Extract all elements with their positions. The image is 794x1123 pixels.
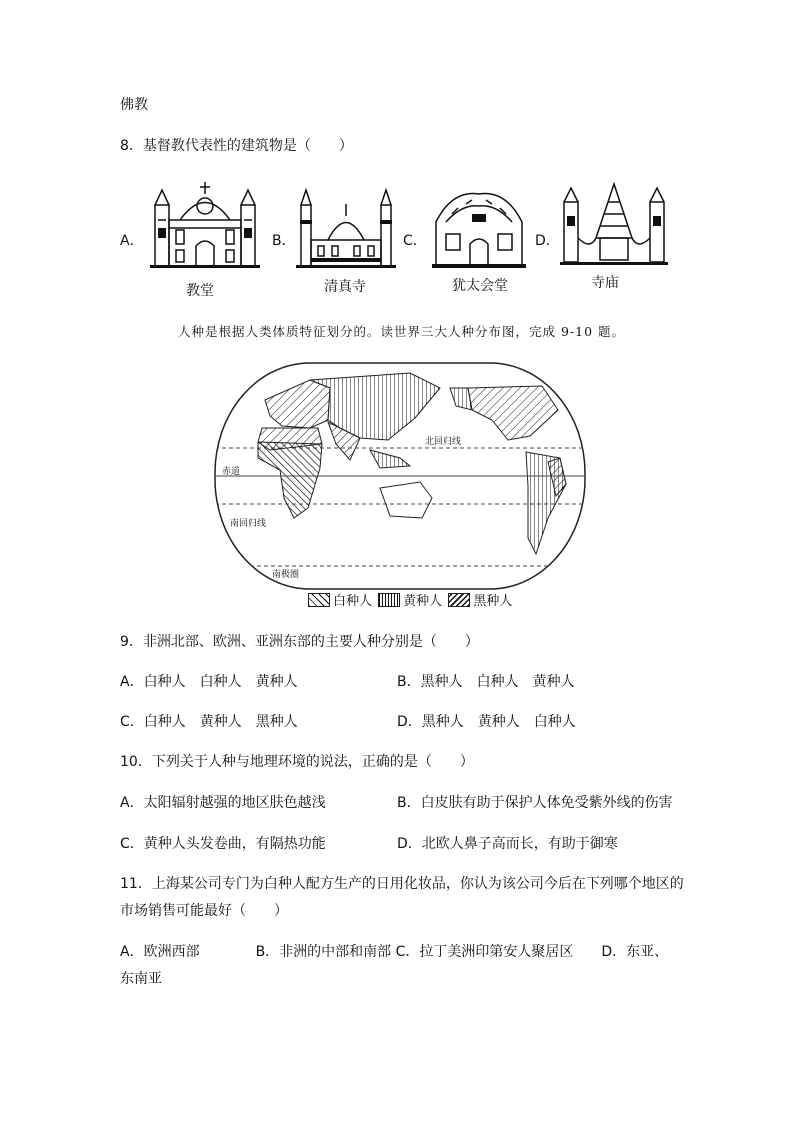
question-10-stem: 10．下列关于人种与地理环境的说法，正确的是（ ） <box>120 754 474 770</box>
q10-option-b: B．白皮肤有助于保护人体免受紫外线的伤害 <box>397 795 673 811</box>
temple-illustration <box>560 180 668 266</box>
q8-option-d-caption: 寺庙 <box>591 275 619 291</box>
q8-option-b-letter: B． <box>272 233 296 249</box>
q9-option-b: B．黑种人 白种人 黄种人 <box>397 674 575 690</box>
q11-options-line1: A．欧洲西部 B．非洲的中部和南部 C．拉丁美洲印第安人聚居区 D．东亚、 <box>120 944 669 960</box>
q11-options-line2: 东南亚 <box>120 971 162 987</box>
equator-label: 赤道 <box>222 467 241 477</box>
mosque-illustration <box>296 180 396 270</box>
antarctic-circle-label: 南极圈 <box>272 570 300 580</box>
church-illustration <box>150 180 260 270</box>
previous-answer-text: 佛教 <box>120 97 148 113</box>
q8-option-c-caption: 犹太会堂 <box>452 278 508 294</box>
legend-swatch-white <box>308 593 330 607</box>
q9-option-a: A．白种人 白种人 黄种人 <box>120 674 298 690</box>
q10-option-d: D．北欧人鼻子高而长，有助于御寒 <box>397 836 618 852</box>
q8-option-b-caption: 清真寺 <box>324 279 366 295</box>
legend-swatch-yellow <box>378 593 400 607</box>
question-8-stem: 8．基督教代表性的建筑物是（ ） <box>120 138 353 154</box>
map-legend <box>308 592 512 612</box>
q8-option-a-caption: 教堂 <box>186 283 214 299</box>
synagogue-illustration <box>432 186 526 270</box>
q10-option-a: A．太阳辐射越强的地区肤色越浅 <box>120 795 326 811</box>
legend-swatch-black <box>448 593 470 607</box>
q8-option-d-letter: D． <box>535 233 560 249</box>
legend-label-yellow: 黄种人 <box>403 594 443 609</box>
tropic-of-cancer-label: 北回归线 <box>425 437 462 447</box>
map-intro-text: 人种是根据人类体质特征划分的。读世界三大人种分布图，完成 9-10 题。 <box>178 324 626 339</box>
q9-option-d: D．黑种人 黄种人 白种人 <box>397 714 576 730</box>
question-11-stem-line1: 11．上海某公司专门为白种人配方生产的日用化妆品，你认为该公司今后在下列哪个地区的 <box>120 876 684 892</box>
tropic-of-capricorn-label: 南回归线 <box>230 519 267 529</box>
question-9-stem: 9．非洲北部、欧洲、亚洲东部的主要人种分别是（ ） <box>120 634 479 650</box>
legend-label-white: 白种人 <box>333 594 373 609</box>
q9-option-c: C．白种人 黄种人 黑种人 <box>120 714 298 730</box>
question-11-stem-line2: 市场销售可能最好（ ） <box>120 903 288 919</box>
q8-option-a-letter: A． <box>120 233 144 249</box>
q8-option-c-letter: C． <box>403 233 427 249</box>
world-race-distribution-map <box>210 358 590 594</box>
q10-option-c: C．黄种人头发卷曲，有隔热功能 <box>120 836 326 852</box>
legend-label-black: 黑种人 <box>473 594 513 609</box>
